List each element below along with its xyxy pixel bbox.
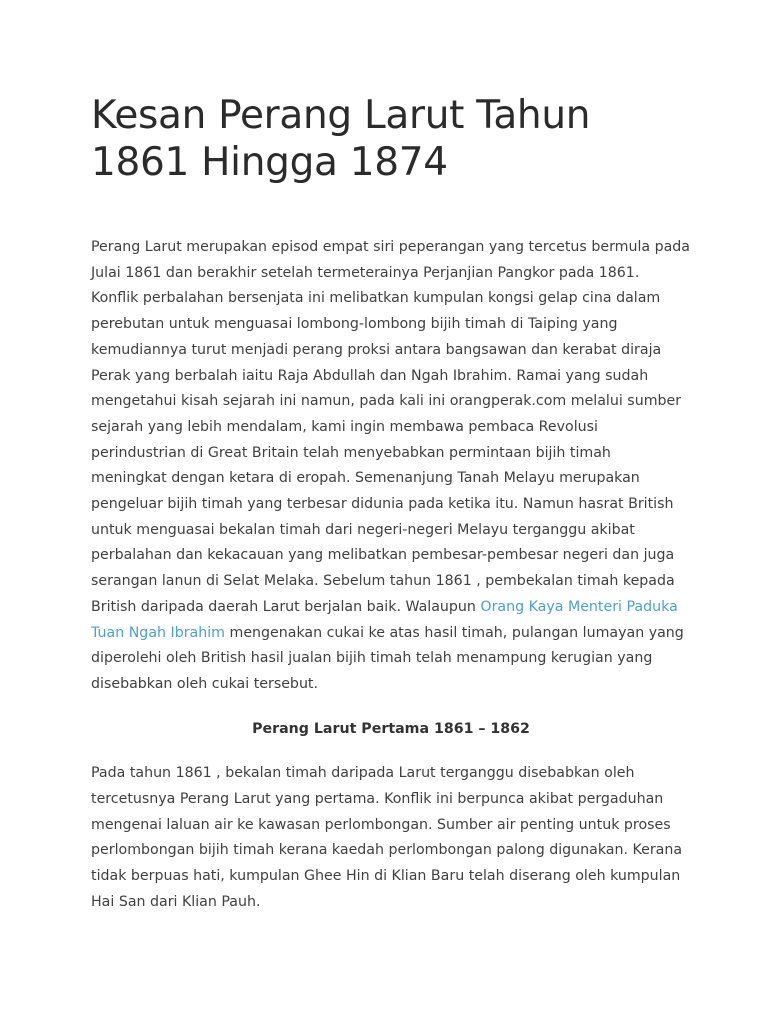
section-paragraph: Pada tahun 1861 , bekalan timah daripada Larut terganggu disebabkan oleh tercetusnya Perang Larut yang pertama. Konflik ini berpunca akibat pergaduhan mengenai laluan air ke kawasan perlombongan. Sumber air penting untuk proses perlombongan bijih timah kerana kaedah perlombongan palong digunakan. Kerana tidak berpuas hati, kumpulan Ghee Hin di Klian Baru telah diserang oleh kumpulan Hai San dari Klian Pauh. <box>91 765 683 910</box>
document-page <box>91 92 691 916</box>
section-heading: Perang Larut Pertama 1861 – 1862 <box>252 720 530 737</box>
intro-paragraph <box>91 235 691 698</box>
intro-paragraph-text-end: mengenakan cukai ke atas hasil timah, pulangan lumayan yang diperolehi oleh British hasil jualan bijih timah telah menampung kerugian yang disebabkan oleh cukai tersebut. <box>91 624 684 692</box>
ngah-ibrahim-link[interactable]: Orang Kaya Menteri Paduka Tuan Ngah Ibrahim <box>91 598 678 641</box>
intro-paragraph-text-start: Perang Larut merupakan episod empat siri peperangan yang tercetus bermula pada Julai 1861 dan berakhir setelah termeterainya Perjanjian Pangkor pada 1861. Konflik perbalahan bersenjata ini melibatkan kumpulan kongsi gelap cina dalam perebutan untuk menguasai lombong-lombong bijih timah di Taiping yang kemudiannya turut menjadi perang proksi antara bangsawan dan kerabat diraja Perak yang berbalah iaitu Raja Abdullah dan Ngah Ibrahim. Ramai yang sudah mengetahui kisah sejarah ini namun, pada kali ini orangperak.com melalui sumber sejarah yang lebih mendalam, kami ingin membawa pembaca Revolusi perindustrian di Great Britain telah menyebabkan permintaan bijih timah meningkat dengan ketara di eropah. Semenanjung Tanah Melayu merupakan pengeluar bijih timah yang terbesar didunia pada ketika itu. Namun hasrat British untuk menguasai bekalan timah dari negeri-negeri Melayu terganggu akibat perbalahan dan kekacauan yang melibatkan pembesar-pembesar negeri dan juga serangan lanun di Selat Melaka. Sebelum tahun 1861 , pembekalan timah kepada British daripada daerah Larut berjalan baik. Walaupun <box>91 239 691 615</box>
article-title: Kesan Perang Larut Tahun 1861 Hingga 1874 <box>91 93 591 185</box>
